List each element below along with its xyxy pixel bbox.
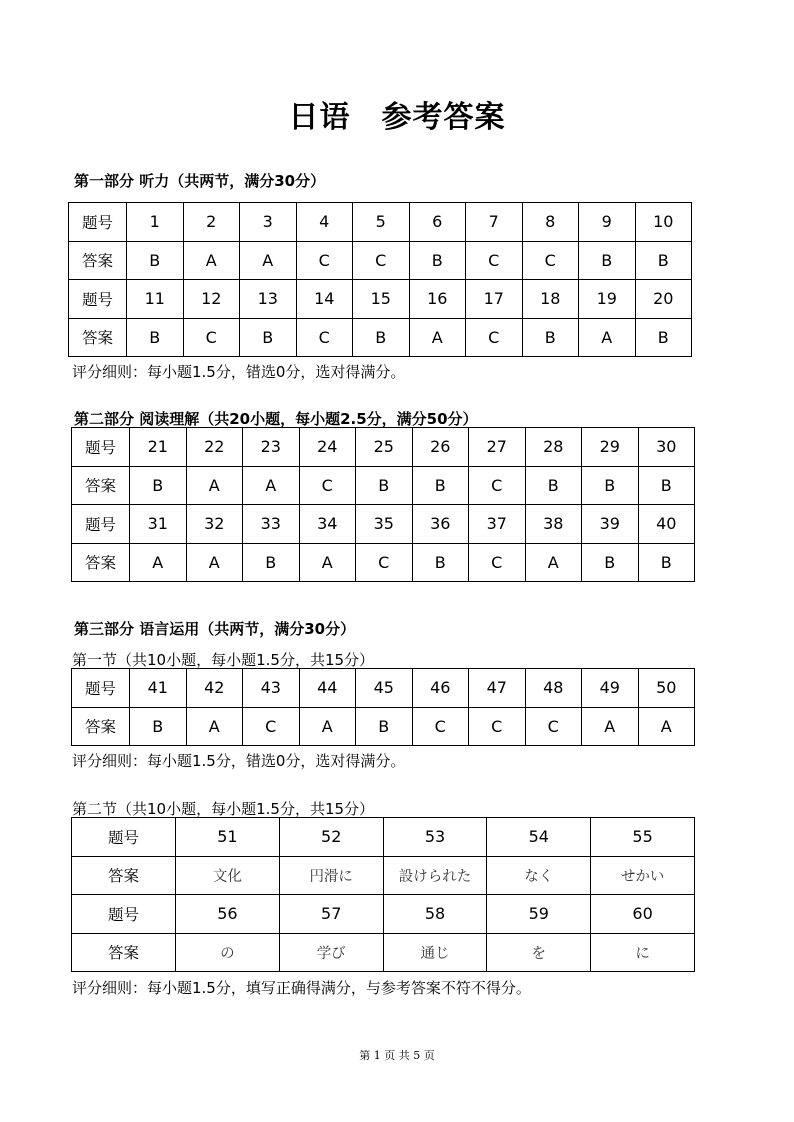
part2-title: 第二部分 阅读理解（共20小题，每小题2.5分，满分50分） — [74, 410, 478, 428]
answer-cell: C — [353, 241, 410, 280]
question-number-cell: 5 — [353, 203, 410, 242]
page-title: 日语 参考答案 — [288, 100, 506, 135]
answer-cell: A — [240, 241, 297, 280]
question-number-cell: 19 — [579, 280, 636, 319]
question-number-row — [69, 280, 692, 319]
answer-cell: B — [127, 318, 184, 357]
question-number-cell: 54 — [487, 818, 591, 857]
part3-section1-scoring-note: 评分细则：每小题1.5分，错选0分，选对得满分。 — [72, 752, 406, 770]
answer-cell: B — [240, 318, 297, 357]
row-label: 题号 — [69, 280, 127, 319]
question-number-cell: 17 — [466, 280, 523, 319]
part3-section1-answer-table — [71, 668, 695, 746]
question-number-row — [72, 505, 695, 544]
question-number-cell: 29 — [582, 428, 639, 467]
answer-cell: A — [243, 466, 300, 505]
answer-cell: B — [412, 543, 469, 582]
answer-cell: C — [183, 318, 240, 357]
question-number-cell: 8 — [522, 203, 579, 242]
answer-cell: の — [176, 933, 280, 972]
question-number-cell: 38 — [525, 505, 582, 544]
answer-cell: B — [353, 318, 410, 357]
answer-row — [72, 543, 695, 582]
row-label: 题号 — [72, 505, 130, 544]
answer-cell: A — [186, 707, 243, 746]
answer-cell: に — [591, 933, 695, 972]
question-number-cell: 47 — [469, 669, 526, 708]
answer-cell: B — [635, 241, 692, 280]
question-number-cell: 57 — [279, 895, 383, 934]
answer-cell: A — [409, 318, 466, 357]
question-number-cell: 6 — [409, 203, 466, 242]
row-label: 题号 — [72, 895, 176, 934]
row-label: 答案 — [72, 933, 176, 972]
answer-cell: 通じ — [383, 933, 487, 972]
row-label: 答案 — [72, 543, 130, 582]
question-number-cell: 43 — [243, 669, 300, 708]
answer-row — [72, 466, 695, 505]
answer-cell: A — [579, 318, 636, 357]
question-number-cell: 4 — [296, 203, 353, 242]
question-number-cell: 22 — [186, 428, 243, 467]
question-number-cell: 10 — [635, 203, 692, 242]
page-footer: 第 1 页 共 5 页 — [359, 1049, 435, 1062]
question-number-cell: 51 — [176, 818, 280, 857]
question-number-cell: 28 — [525, 428, 582, 467]
question-number-cell: 35 — [356, 505, 413, 544]
answer-cell: A — [638, 707, 695, 746]
answer-cell: C — [466, 241, 523, 280]
row-label: 题号 — [72, 818, 176, 857]
answer-cell: B — [638, 543, 695, 582]
question-number-cell: 52 — [279, 818, 383, 857]
question-number-cell: 9 — [579, 203, 636, 242]
answer-cell: B — [579, 241, 636, 280]
answer-cell: C — [356, 543, 413, 582]
answer-cell: C — [469, 543, 526, 582]
question-number-cell: 37 — [469, 505, 526, 544]
question-number-cell: 56 — [176, 895, 280, 934]
question-number-cell: 53 — [383, 818, 487, 857]
answer-cell: B — [412, 466, 469, 505]
question-number-cell: 44 — [299, 669, 356, 708]
answer-cell: を — [487, 933, 591, 972]
row-label: 答案 — [72, 707, 130, 746]
answer-cell: B — [243, 543, 300, 582]
answer-cell: C — [243, 707, 300, 746]
answer-cell: C — [299, 466, 356, 505]
question-number-cell: 49 — [582, 669, 639, 708]
answer-cell: 学び — [279, 933, 383, 972]
answer-cell: 設けられた — [383, 856, 487, 895]
answer-cell: B — [635, 318, 692, 357]
question-number-cell: 20 — [635, 280, 692, 319]
answer-row — [72, 933, 695, 972]
question-number-cell: 39 — [582, 505, 639, 544]
question-number-cell: 59 — [487, 895, 591, 934]
question-number-cell: 50 — [638, 669, 695, 708]
question-number-cell: 7 — [466, 203, 523, 242]
answer-cell: B — [356, 466, 413, 505]
row-label: 答案 — [69, 241, 127, 280]
row-label: 答案 — [72, 466, 130, 505]
question-number-cell: 31 — [130, 505, 187, 544]
answer-cell: B — [638, 466, 695, 505]
question-number-cell: 23 — [243, 428, 300, 467]
answer-cell: A — [186, 543, 243, 582]
answer-cell: なく — [487, 856, 591, 895]
question-number-cell: 45 — [356, 669, 413, 708]
question-number-row — [72, 669, 695, 708]
question-number-cell: 21 — [130, 428, 187, 467]
row-label: 答案 — [69, 318, 127, 357]
question-number-cell: 27 — [469, 428, 526, 467]
question-number-cell: 46 — [412, 669, 469, 708]
part3-title: 第三部分 语言运用（共两节，满分30分） — [74, 620, 356, 638]
question-number-cell: 11 — [127, 280, 184, 319]
part3-section2-scoring-note: 评分细则：每小题1.5分，填写正确得满分，与参考答案不符不得分。 — [72, 979, 531, 997]
question-number-cell: 16 — [409, 280, 466, 319]
question-number-cell: 13 — [240, 280, 297, 319]
question-number-cell: 42 — [186, 669, 243, 708]
question-number-cell: 15 — [353, 280, 410, 319]
answer-cell: B — [582, 543, 639, 582]
part1-scoring-note: 评分细则：每小题1.5分，错选0分，选对得满分。 — [72, 363, 406, 381]
question-number-cell: 41 — [130, 669, 187, 708]
question-number-cell: 25 — [356, 428, 413, 467]
answer-cell: C — [412, 707, 469, 746]
answer-row — [72, 707, 695, 746]
question-number-cell: 3 — [240, 203, 297, 242]
question-number-cell: 58 — [383, 895, 487, 934]
row-label: 题号 — [72, 669, 130, 708]
answer-row — [72, 856, 695, 895]
question-number-cell: 14 — [296, 280, 353, 319]
question-number-row — [72, 895, 695, 934]
row-label: 答案 — [72, 856, 176, 895]
answer-cell: A — [525, 543, 582, 582]
answer-cell: 円滑に — [279, 856, 383, 895]
question-number-cell: 30 — [638, 428, 695, 467]
question-number-cell: 1 — [127, 203, 184, 242]
answer-cell: C — [296, 318, 353, 357]
answer-cell: C — [296, 241, 353, 280]
answer-cell: C — [469, 707, 526, 746]
row-label: 题号 — [72, 428, 130, 467]
answer-cell: C — [466, 318, 523, 357]
question-number-cell: 26 — [412, 428, 469, 467]
answer-cell: A — [130, 543, 187, 582]
question-number-row — [72, 818, 695, 857]
question-number-cell: 48 — [525, 669, 582, 708]
row-label: 题号 — [69, 203, 127, 242]
answer-cell: A — [582, 707, 639, 746]
answer-cell: 文化 — [176, 856, 280, 895]
answer-cell: B — [522, 318, 579, 357]
answer-cell: C — [525, 707, 582, 746]
answer-cell: B — [582, 466, 639, 505]
answer-cell: B — [127, 241, 184, 280]
answer-cell: A — [186, 466, 243, 505]
part3-section1-title: 第一节（共10小题，每小题1.5分，共15分） — [72, 651, 375, 669]
question-number-cell: 12 — [183, 280, 240, 319]
answer-cell: C — [522, 241, 579, 280]
answer-cell: A — [299, 707, 356, 746]
question-number-cell: 24 — [299, 428, 356, 467]
question-number-cell: 2 — [183, 203, 240, 242]
question-number-cell: 32 — [186, 505, 243, 544]
answer-cell: A — [183, 241, 240, 280]
question-number-cell: 18 — [522, 280, 579, 319]
part3-section2-title: 第二节（共10小题，每小题1.5分，共15分） — [72, 800, 375, 818]
answer-cell: B — [525, 466, 582, 505]
part2-answer-table — [71, 427, 695, 582]
answer-row — [69, 318, 692, 357]
question-number-cell: 34 — [299, 505, 356, 544]
question-number-cell: 55 — [591, 818, 695, 857]
part1-title: 第一部分 听力（共两节，满分30分） — [74, 172, 326, 190]
answer-cell: B — [356, 707, 413, 746]
part1-answer-table — [68, 202, 692, 357]
question-number-cell: 33 — [243, 505, 300, 544]
answer-cell: C — [469, 466, 526, 505]
question-number-cell: 36 — [412, 505, 469, 544]
answer-cell: A — [299, 543, 356, 582]
question-number-cell: 40 — [638, 505, 695, 544]
answer-cell: B — [409, 241, 466, 280]
answer-cell: せかい — [591, 856, 695, 895]
answer-cell: B — [130, 707, 187, 746]
answer-row — [69, 241, 692, 280]
part3-section2-answer-table — [71, 817, 695, 972]
question-number-row — [69, 203, 692, 242]
question-number-cell: 60 — [591, 895, 695, 934]
question-number-row — [72, 428, 695, 467]
answer-cell: B — [130, 466, 187, 505]
